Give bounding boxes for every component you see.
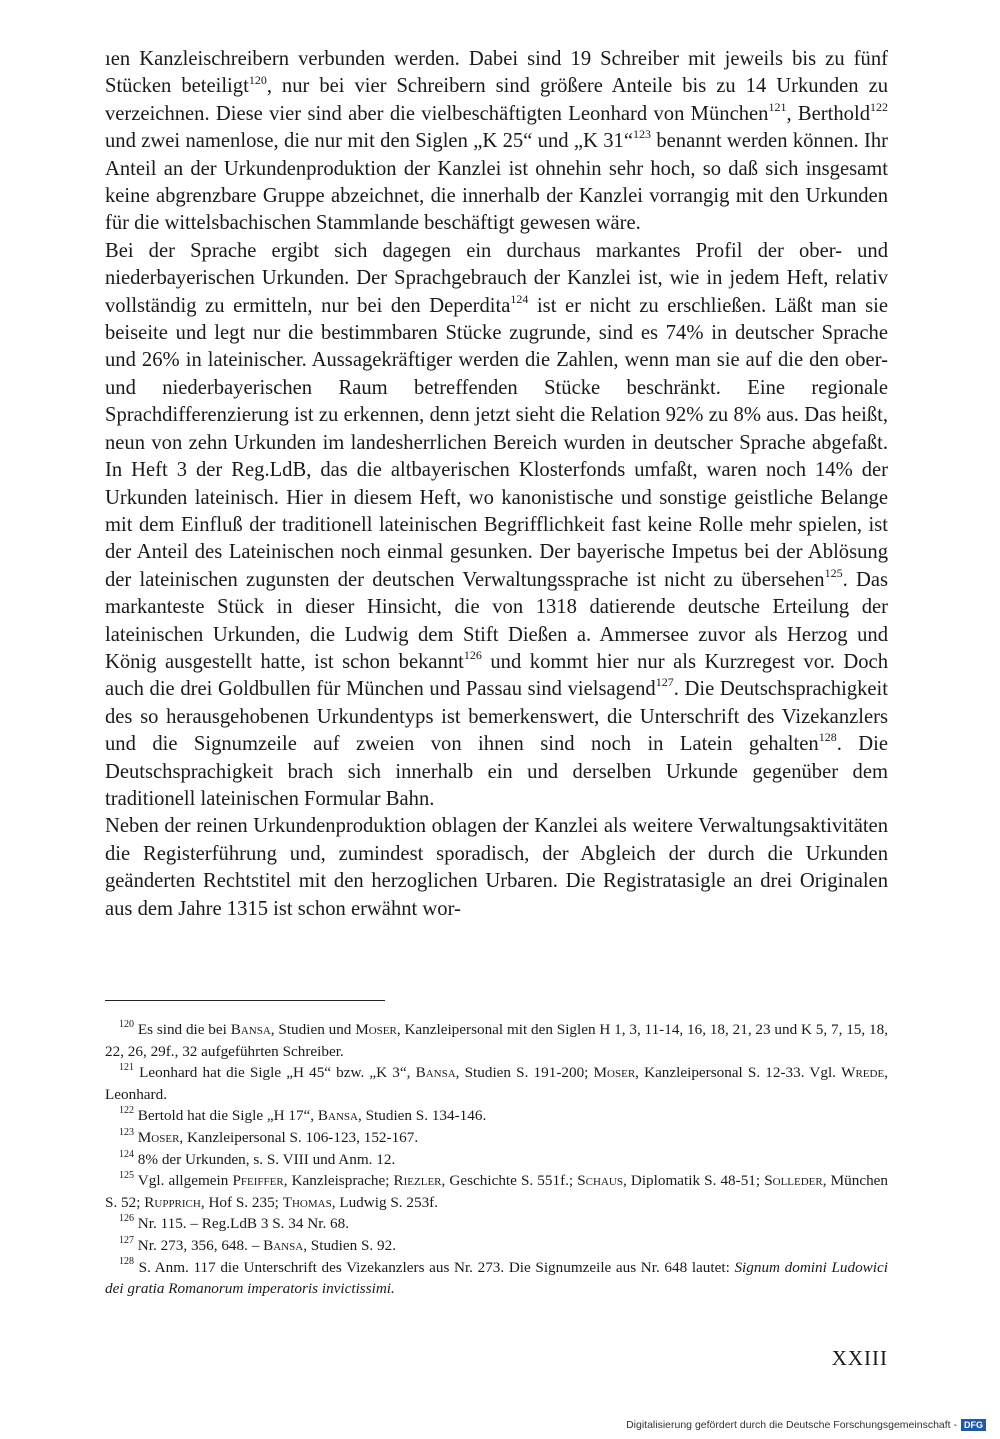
text-run: Vgl. allgemein (134, 1172, 233, 1190)
author-name: Riezler (393, 1172, 442, 1190)
footnote-ref: 126 (463, 648, 482, 663)
digitization-credit (626, 1419, 986, 1431)
author-name: Moser (355, 1021, 397, 1038)
text-run: Nr. 115. – Reg.LdB 3 S. 34 Nr. 68. (134, 1215, 350, 1233)
footnote-ref: 126 (119, 1213, 134, 1225)
text-run: , Kanzleipersonal S. 12-33. Vgl. (635, 1064, 842, 1082)
text-run: . Die Deutschsprachigkeit des so herausgehobenen Urkundentyps ist bemerkenswert, die Unterschrift des Vizekanzlers und die Signumzeile auf zweien von ihnen sind noch in Latein gehalten (105, 678, 888, 756)
text-run: ist er nicht zu erschließen. Läßt man sie beiseite und legt nur die bestimmbaren Stücke zugrunde, sind es 74% in deutscher Sprache und 26% in lateinischer. Aussagekräftiger werden die Zahlen, wenn man sie auf die den ober- und niederbayerischen Raum betreffenden Stücke beschränkt. Eine regionale Sprachdifferenzierung ist zu erkennen, denn jetzt sieht die Relation 92% zu 8% aus. Das heißt, neun von zehn Urkunden im landesherrlichen Bereich wurden in deutscher Sprache abgefaßt. In Heft 3 der Reg.LdB, das die altbayerischen Klosterfonds umfaßt, waren noch 14% der Urkunden lateinisch. Hier in diesem Heft, wo kanonistische und sonstige geistliche Belange mit dem Einfluß der traditionell lateinischen Begrifflichkeit fast keine Rolle mehr spielen, ist der Anteil des Lateinischen noch einmal gesunken. Der bayerische Impetus bei der Ablösung der lateinischen zugunsten der deutschen Verwaltungssprache ist nicht zu übersehen (105, 294, 888, 591)
text-run: Leonhard hat die Sigle „H 45“ bzw. „K 3“, (134, 1064, 416, 1082)
footnote-separator (105, 1000, 385, 1001)
text-run: Bertold hat die Sigle „H 17“, (134, 1107, 318, 1125)
body-text (105, 46, 888, 923)
text-run: , München S. 52; (105, 1172, 888, 1211)
text-run: , Leonhard. (105, 1064, 888, 1103)
text-run: , nur bei vier Schreibern sind größere Anteile bis zu 14 Urkunden zu verzeichnen. Diese vier sind aber die vielbeschäftigten Leonhard von München (105, 75, 889, 125)
footnote-ref: 128 (119, 1256, 134, 1268)
footnote (105, 1062, 888, 1105)
author-name: Bansa (415, 1064, 456, 1082)
author-name: Solleder (764, 1172, 823, 1190)
footnote (105, 1105, 888, 1127)
footnote (105, 1127, 888, 1149)
credit-text: Digitalisierung gefördert durch die Deutsche Forschungsgemeinschaft - (626, 1419, 957, 1431)
text-run: , Ludwig S. 253f. (331, 1193, 439, 1211)
footnote-ref: 125 (119, 1170, 134, 1182)
footnote-ref: 128 (818, 730, 837, 745)
text-run: , Geschichte S. 551f.; (441, 1172, 578, 1190)
footnote-ref: 123 (633, 127, 651, 142)
footnote-ref: 124 (510, 291, 529, 306)
footnote (105, 1149, 888, 1171)
text-run: ıen Kanzleischreibern verbunden werden. Dabei sind 19 Schreiber mit jeweils bis zu fünf Stücken beteiligt (105, 48, 888, 98)
author-name: Bansa (230, 1021, 271, 1038)
text-run: benannt werden können. Ihr Anteil an der Urkundenproduktion der Kanzlei ist ohnehin sehr hoch, so daß sich insgesamt keine abgrenzbare Gruppe abzeichnet, die innerhalb der Kanzlei vorrangig mit den Urkunden für die wittelsbachischen Stammlande beschäftigt gewesen wäre. (105, 130, 888, 235)
paragraph (105, 813, 888, 923)
text-run: Nr. 273, 356, 648. – (134, 1236, 264, 1254)
text-run: und zwei namenlose, die nur mit den Siglen „K 25“ und „K 31“ (105, 130, 633, 153)
text-run: , Hof S. 235; (200, 1193, 283, 1211)
author-name: Thomas (282, 1193, 332, 1211)
author-name: Rupprich (144, 1193, 201, 1211)
text-run: , Studien S. 92. (303, 1236, 397, 1254)
footnote-ref: 122 (870, 99, 888, 114)
footnote-ref: 120 (248, 72, 267, 87)
text-run: Bei der Sprache ergibt sich dagegen ein durchaus markantes Profil der ober- und niederbayerischen Urkunden. Der Sprachgebrauch der Kanzlei ist, wie in jedem Heft, relativ vollständig zu ermitteln, nur bei den Deperdita (105, 239, 888, 317)
text-run: , Berthold (786, 102, 870, 125)
text-run: , Studien und (270, 1021, 356, 1038)
main-text-block (105, 46, 888, 923)
page-number: XXIII (831, 1346, 888, 1370)
text-run: S. Anm. 117 die Unterschrift des Vizekanzlers aus Nr. 273. Die Signumzeile aus Nr. 648 lautet: (134, 1258, 735, 1276)
text-run: Neben der reinen Urkundenproduktion oblagen der Kanzlei als weitere Verwaltungsaktivitäten die Registerführung und, zumindest sporadisch, der Abgleich der durch die Urkunden geänderten Rechtstitel mit den herzoglichen Urbaren. Die Registratasigle an drei Originalen aus dem Jahre 1315 ist schon erwähnt wor- (105, 815, 888, 920)
text-run: 8% der Urkunden, s. S. VIII und Anm. 12. (134, 1150, 396, 1168)
author-name: Wrede (841, 1064, 885, 1082)
latin-quote: Signum domini Ludowici dei gratia Romanorum imperatoris invictissimi. (105, 1258, 888, 1298)
author-name: Bansa (263, 1236, 304, 1254)
text-run: , Kanzleipersonal S. 106-123, 152-167. (179, 1128, 419, 1146)
text-run: , Diplomatik S. 48-51; (622, 1172, 765, 1190)
text-run: , Kanzleisprache; (283, 1172, 394, 1190)
author-name: Moser (593, 1064, 636, 1082)
footnote-ref: 127 (119, 1234, 134, 1246)
footnote-ref: 120 (119, 1018, 134, 1030)
footnote (105, 1235, 888, 1257)
footnote (105, 1257, 888, 1300)
footnote-ref: 124 (119, 1148, 134, 1160)
footnotes (105, 1019, 888, 1300)
text-run: , Kanzleipersonal mit den Siglen H 1, 3, 11-14, 16, 18, 21, 23 und K 5, 7, 15, 18, 22, 26, 29f., 32 aufgeführten Schreiber. (105, 1021, 888, 1060)
text-run: , Studien S. 191-200; (455, 1064, 594, 1082)
text-run: . Das markanteste Stück in dieser Hinsicht, die von 1318 datierende deutsche Erteilung der lateinischen Urkunden, die Ludwig dem Stift Dießen a. Ammersee zuvor als Herzog und König ausgestellt hatte, ist schon bekannt (105, 568, 888, 673)
text-run: . Die Deutschsprachigkeit brach sich innerhalb ein und derselben Urkunde gegenüber dem traditionell lateinischen Formular Bahn. (105, 733, 888, 810)
text-run: , Studien S. 134-146. (358, 1107, 487, 1125)
footnote-ref: 121 (119, 1062, 134, 1074)
author-name: Pfeiffer (232, 1172, 284, 1190)
author-name: Moser (137, 1128, 180, 1146)
footnote-ref: 121 (768, 99, 787, 114)
dfg-logo: DFG (961, 1419, 986, 1431)
footnote-ref: 123 (119, 1126, 134, 1138)
paragraph (105, 46, 888, 238)
footnote (105, 1170, 888, 1213)
text-run: und kommt hier nur als Kurzregest vor. Doch auch die drei Goldbullen für München und Passau sind vielsagend (105, 650, 888, 701)
author-name: Bansa (317, 1107, 358, 1125)
footnote (105, 1213, 888, 1235)
footnote (105, 1019, 888, 1062)
footnote-ref: 122 (119, 1105, 134, 1117)
author-name: Schaus (577, 1172, 623, 1190)
footnote-ref: 125 (824, 565, 843, 580)
text-run: Es sind die bei (134, 1021, 231, 1038)
footnote-ref: 127 (655, 675, 674, 690)
paragraph (105, 238, 888, 814)
